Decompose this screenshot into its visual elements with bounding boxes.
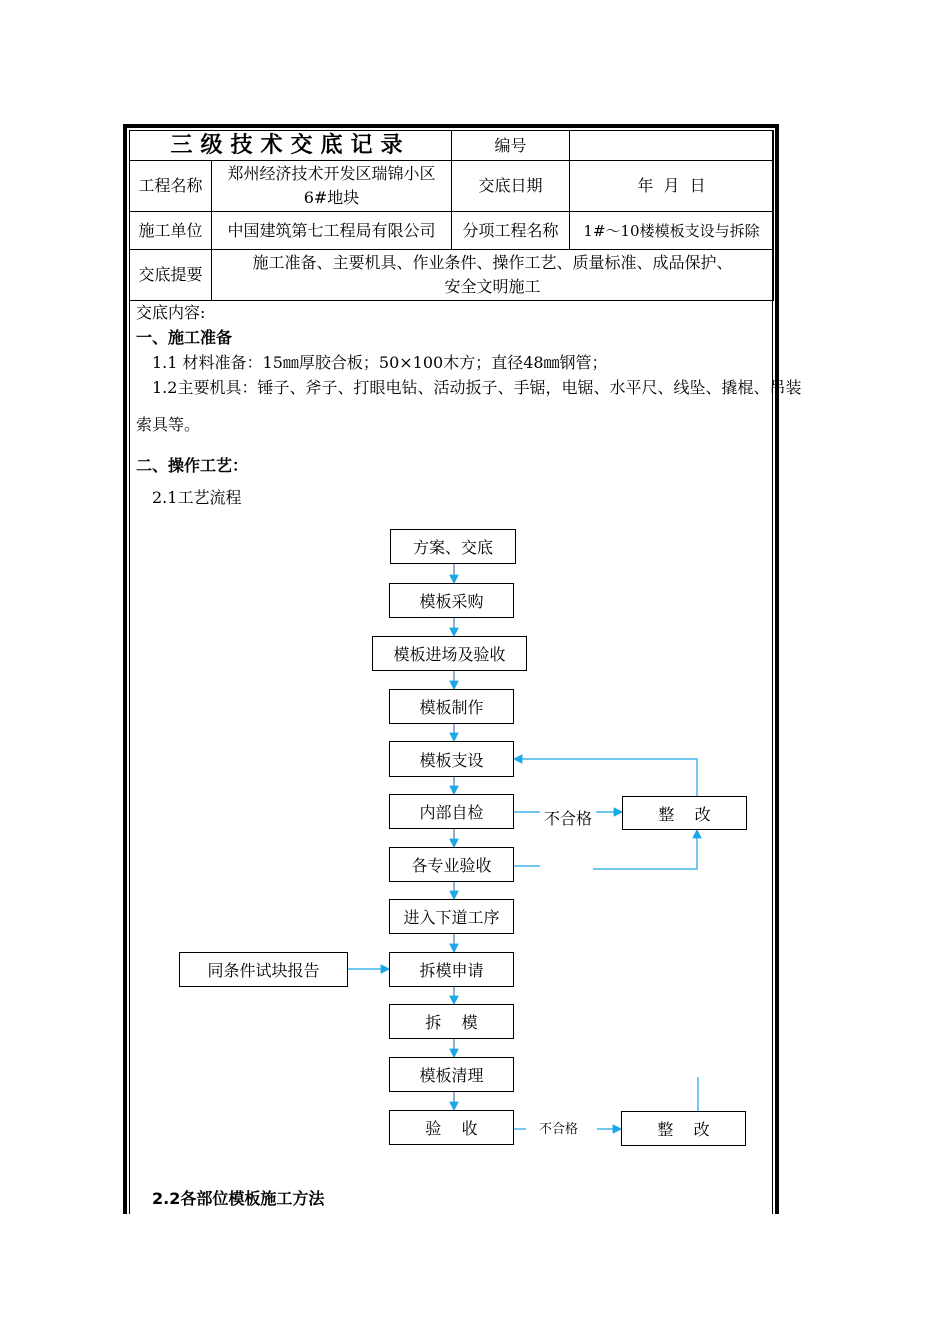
step-specialty-check: 各专业验收 xyxy=(389,847,514,882)
item-2-2: 2.2各部位模板施工方法 xyxy=(152,1189,325,1208)
item-1-1: 1.1 材料准备：15㎜厚胶合板；50×100木方；直径48㎜钢管； xyxy=(152,353,608,372)
fix-box-1: 整 改 xyxy=(622,796,747,830)
sub-project-value: 1#～10楼模板支设与拆除 xyxy=(570,212,774,250)
number-label: 编号 xyxy=(452,131,570,161)
step-purchase: 模板采购 xyxy=(389,583,514,618)
summary-label: 交底提要 xyxy=(130,250,212,301)
unit-value: 中国建筑第七工程局有限公司 xyxy=(212,212,452,250)
step-arrival: 模板进场及验收 xyxy=(372,636,527,671)
content-intro: 交底内容: xyxy=(136,303,206,322)
step-removal-request: 拆模申请 xyxy=(389,952,514,987)
summary-value: 施工准备、主要机具、作业条件、操作工艺、质量标准、成品保护、 安全文明施工 xyxy=(212,250,774,301)
project-name-label: 工程名称 xyxy=(130,161,212,212)
arrow-fix-back xyxy=(514,759,697,796)
document-title: 三级技术交底记录 xyxy=(130,131,452,161)
step-next-process: 进入下道工序 xyxy=(389,899,514,934)
fix-box-2: 整 改 xyxy=(621,1111,746,1146)
section-1-title: 一、施工准备 xyxy=(136,328,233,347)
sub-project-label: 分项工程名称 xyxy=(452,212,570,250)
step-self-check: 内部自检 xyxy=(389,794,514,829)
step-plan: 方案、交底 xyxy=(390,529,516,564)
project-name-value: 郑州经济技术开发区瑞锦小区 6#地块 xyxy=(212,161,452,212)
item-1-2-continued: 索具等。 xyxy=(136,415,201,434)
date-value: 年 月 日 xyxy=(570,161,774,212)
item-2-1: 2.1工艺流程 xyxy=(152,488,242,507)
fail-label-2: 不合格 xyxy=(539,1122,579,1137)
step-acceptance: 验 收 xyxy=(389,1110,514,1145)
arrow-specialty-to-fix xyxy=(593,830,697,869)
unit-label: 施工单位 xyxy=(130,212,212,250)
date-label: 交底日期 xyxy=(452,161,570,212)
step-removal: 拆 模 xyxy=(389,1004,514,1039)
report-box: 同条件试块报告 xyxy=(179,952,348,987)
step-cleaning: 模板清理 xyxy=(389,1057,514,1092)
step-erection: 模板支设 xyxy=(389,741,514,777)
step-fabrication: 模板制作 xyxy=(389,689,514,724)
fail-label-1: 不合格 xyxy=(544,809,593,828)
section-2-title: 二、操作工艺： xyxy=(136,456,249,475)
item-1-2: 1.2主要机具：锤子、斧子、打眼电钻、活动扳子、手锯，电锯、水平尺、线坠、撬棍、吊装 xyxy=(152,378,802,397)
